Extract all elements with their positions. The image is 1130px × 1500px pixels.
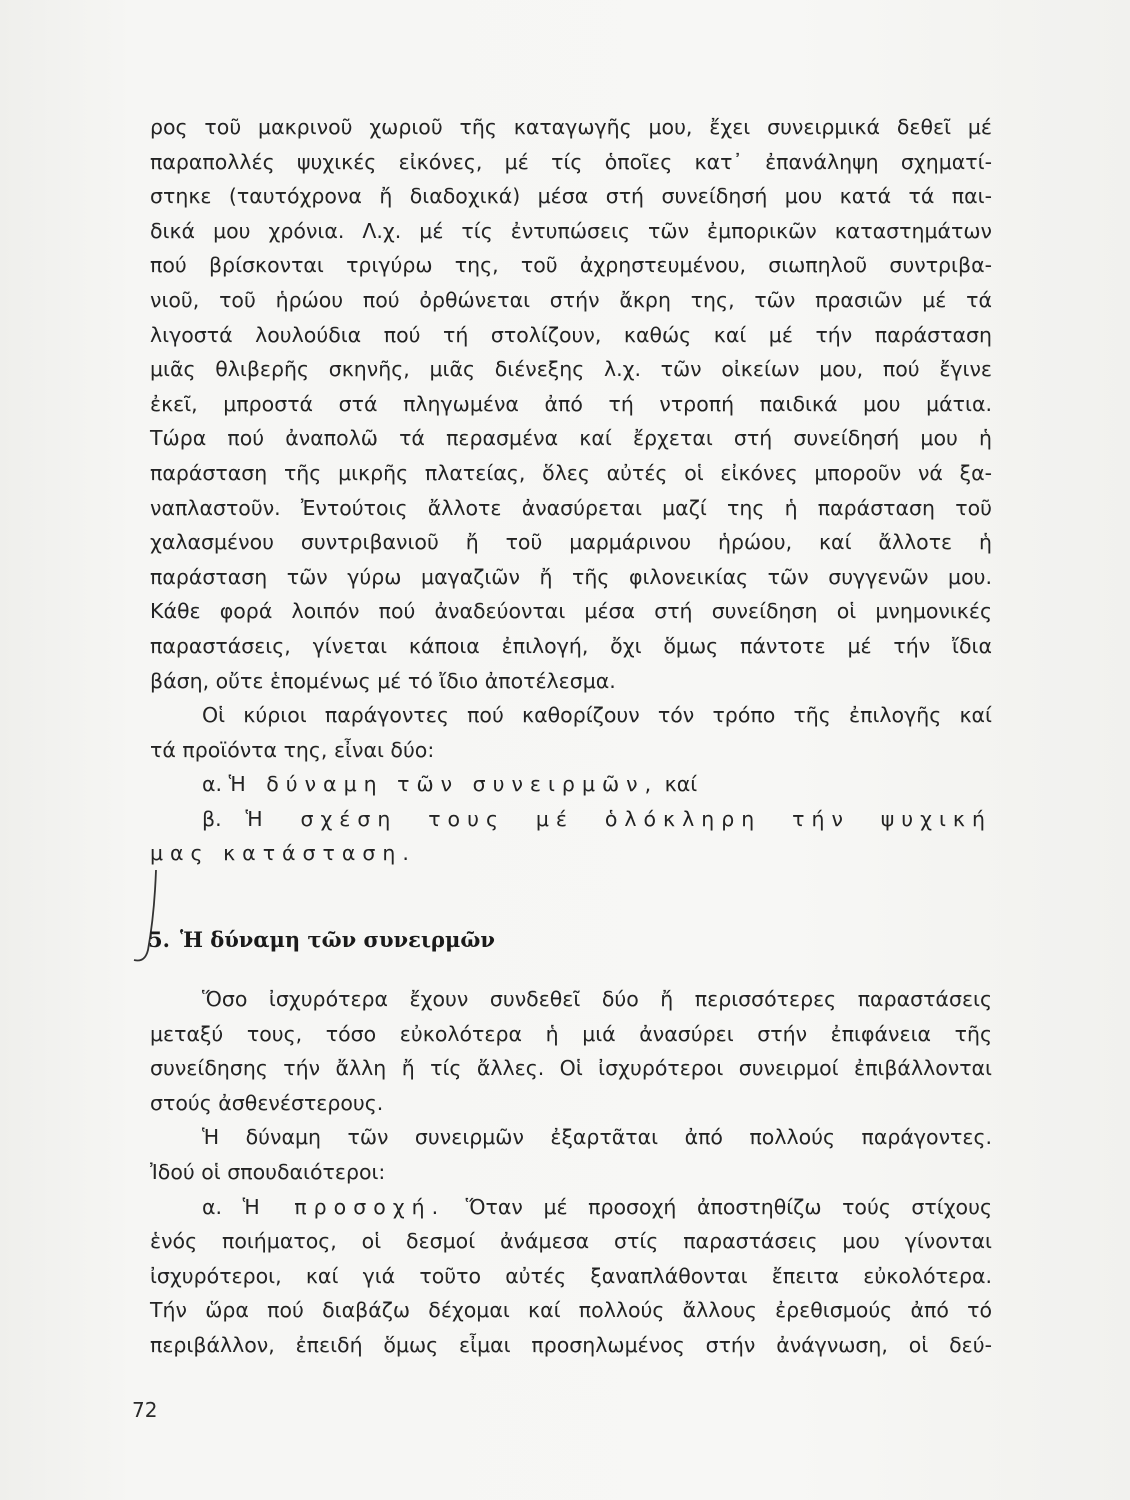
text-line: μεταξύ τους, τόσο εὐκολότερα ἡ μιά ἀνασύρει στήν ἐπιφάνεια τῆς bbox=[150, 1021, 992, 1046]
text-line: νιοῦ, τοῦ ἡρώου πού ὀρθώνεται στήν ἄκρη της, τῶν πρασιῶν μέ τά bbox=[150, 287, 992, 312]
text-line: μιᾶς θλιβερῆς σκηνῆς, μιᾶς διένεξης λ.χ. τῶν οἰκείων μου, πού ἔγινε bbox=[150, 357, 992, 382]
text-line: Ἰδού οἱ σπουδαιότεροι: bbox=[150, 1159, 386, 1184]
text-line: ρος τοῦ μακρινοῦ χωριοῦ τῆς καταγωγῆς μου, ἔχει συνειρμικά δεθεῖ μέ bbox=[150, 115, 992, 139]
list-item-attention bbox=[150, 1190, 992, 1225]
text-line: λιγοστά λουλούδια πού τή στολίζουν, καθώς καί μέ τήν παράσταση bbox=[150, 322, 992, 347]
spaced-text: Ἡ προσοχή. bbox=[242, 1194, 446, 1219]
text-line: βάση, οὔτε ἑπομένως μέ τό ἴδιο ἀποτέλεσμα. bbox=[150, 668, 616, 693]
spaced-text: μας κατάσταση. bbox=[150, 841, 416, 866]
text-line: ἐκεῖ, μπροστά στά πληγωμένα ἀπό τή ντροπή παιδικά μου μάτια. bbox=[150, 391, 992, 416]
list-marker: α. bbox=[202, 1194, 223, 1219]
text-line: Ἡ δύναμη τῶν συνειρμῶν ἐξαρτᾶται ἀπό πολλούς παράγοντες. bbox=[202, 1125, 992, 1150]
list-item-a bbox=[150, 767, 992, 802]
text-line: Τήν ὥρα πού διαβάζω δέχομαι καί πολλούς ἄλλους ἐρεθισμούς ἀπό τό bbox=[150, 1298, 992, 1323]
text-line: συνείδησης τήν ἄλλη ἤ τίς ἄλλες. Οἱ ἰσχυρότεροι συνειρμοί ἐπιβάλλονται bbox=[150, 1056, 992, 1081]
text-line: παραστάσεις, γίνεται κάποια ἐπιλογή, ὄχι ὅμως πάντοτε μέ τήν ἴδια bbox=[150, 633, 992, 658]
list-text: Ὅταν μέ προσοχή ἀποστηθίζω τούς στίχους bbox=[465, 1194, 992, 1219]
text-line: ἰσχυρότεροι, καί γιά τοῦτο αὐτές ξαναπλάθονται ἔπειτα εὐκολότερα. bbox=[150, 1263, 992, 1288]
section-title: Ἡ δύναμη τῶν συνειρμῶν bbox=[179, 927, 495, 952]
text-line: τά προϊόντα της, εἶναι δύο: bbox=[150, 737, 435, 762]
list-marker: α. bbox=[202, 772, 223, 797]
text-line: Οἱ κύριοι παράγοντες πού καθορίζουν τόν τρόπο τῆς ἐπιλογῆς καί bbox=[202, 703, 992, 728]
text-line: δικά μου χρόνια. Λ.χ. μέ τίς ἐντυπώσεις τῶν ἐμπορικῶν καταστημάτων bbox=[150, 218, 992, 243]
text-line: χαλασμένου συντριβανιοῦ ἤ τοῦ μαρμάρινου ἡρώου, καί ἄλλοτε ἡ bbox=[150, 530, 992, 555]
text-line: παραπολλές ψυχικές εἰκόνες, μέ τίς ὁποῖες κατ᾽ ἐπανάληψη σχηματί- bbox=[150, 149, 992, 174]
page-number: 72 bbox=[132, 1398, 158, 1422]
text-line: περιβάλλον, ἐπειδή ὅμως εἶμαι προσηλωμένος στήν ἀνάγνωση, οἱ δεύ- bbox=[150, 1332, 992, 1357]
list-text: καί bbox=[664, 772, 698, 797]
pen-mark-icon bbox=[130, 868, 190, 968]
text-line: παράσταση τῆς μικρῆς πλατείας, ὅλες αὐτές οἱ εἰκόνες μποροῦν νά ξα- bbox=[150, 460, 992, 485]
text-line: Κάθε φορά λοιπόν πού ἀναδεύονται μέσα στή συνείδηση οἱ μνημονικές bbox=[150, 599, 992, 624]
spaced-text: Ἡ δύναμη τῶν συνειρμῶν, bbox=[228, 772, 659, 797]
list-marker: β. bbox=[202, 806, 222, 831]
paragraph-memory-example bbox=[150, 110, 992, 871]
spaced-text: Ἡ σχέση τους μέ ὁλόκληρη τήν ψυχική bbox=[245, 806, 992, 831]
text-line: πού βρίσκονται τριγύρω της, τοῦ ἀχρηστευμένου, σιωπηλοῦ συντριβα- bbox=[150, 253, 992, 278]
section-number: 5. bbox=[148, 927, 170, 952]
text-line: ναπλαστοῦν. Ἐντούτοις ἄλλοτε ἀνασύρεται μαζί της ἡ παράσταση τοῦ bbox=[150, 495, 992, 520]
paragraph-association-strength bbox=[150, 982, 992, 1363]
section-heading bbox=[148, 927, 495, 952]
text-line: στούς ἀσθενέστερους. bbox=[150, 1090, 384, 1115]
list-item-b bbox=[150, 802, 992, 837]
text-line: ἑνός ποιήματος, οἱ δεσμοί ἀνάμεσα στίς παραστάσεις μου γίνονται bbox=[150, 1229, 992, 1254]
text-line: Τώρα πού ἀναπολῶ τά περασμένα καί ἔρχεται στή συνείδησή μου ἡ bbox=[150, 426, 992, 451]
text-line: στηκε (ταυτόχρονα ἤ διαδοχικά) μέσα στή συνείδησή μου κατά τά παι- bbox=[150, 184, 992, 209]
text-line: Ὅσο ἰσχυρότερα ἔχουν συνδεθεῖ δύο ἤ περισσότερες παραστάσεις bbox=[202, 987, 992, 1011]
text-line: παράσταση τῶν γύρω μαγαζιῶν ἤ τῆς φιλονεικίας τῶν συγγενῶν μου. bbox=[150, 564, 992, 589]
